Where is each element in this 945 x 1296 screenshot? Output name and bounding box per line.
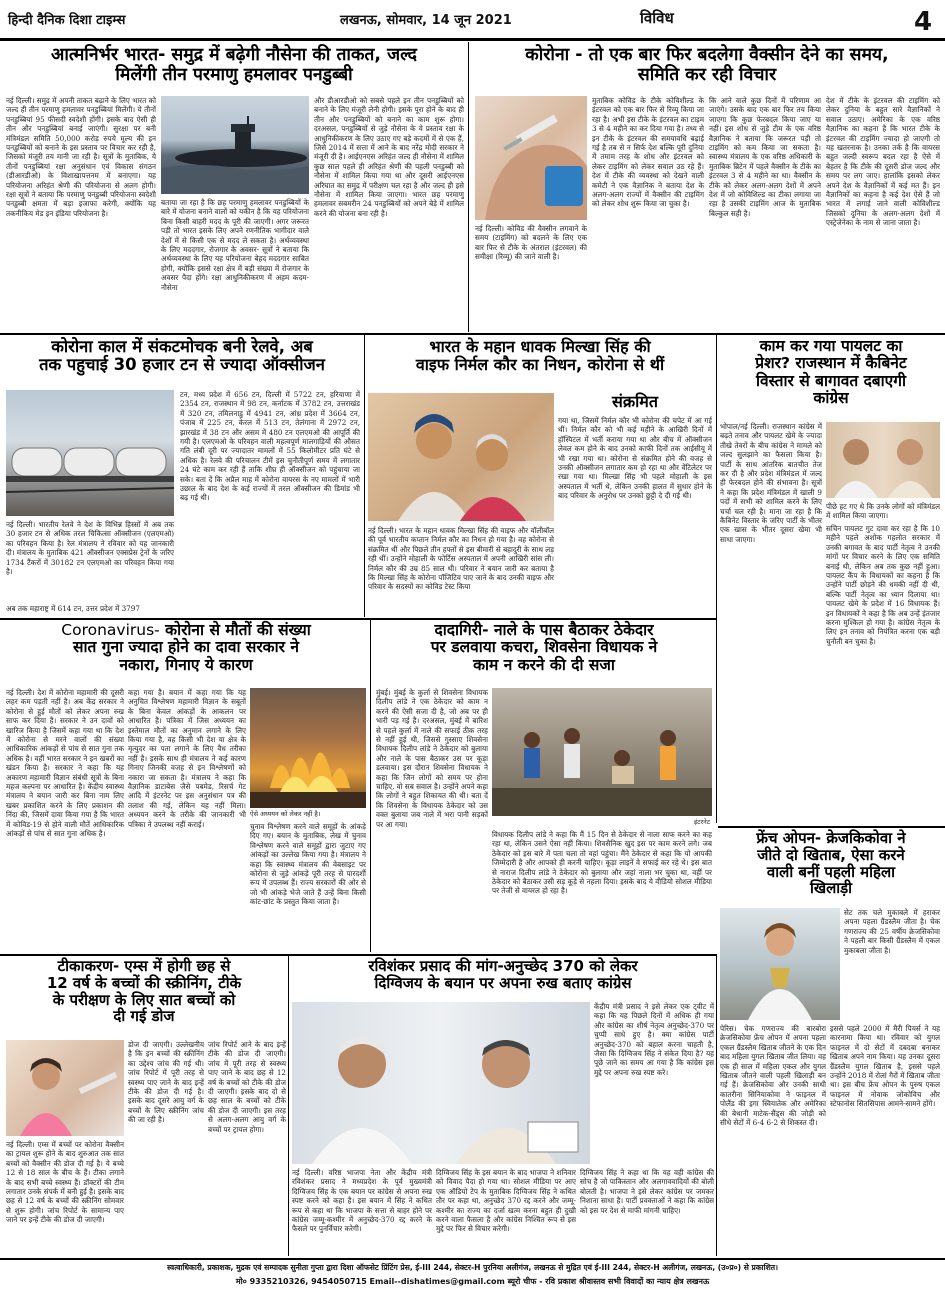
trophy-player-icon (720, 908, 840, 1020)
railway-text: टन, मध्य प्रदेश में 656 टन, दिल्ली में 5722 टन, हरियाणा में 2354 टन, राजस्थान में 98 टन, कर्नाटक में 3782 टन, उत्तराखंड में 320 टन, तमिलनाडु में 4941 टन, आंध्र प्रदेश में 3664 टन, पंजाब में 225 टन, केरल में 513 टन, तेलंगाना में 2972 टन, झारखंड में 38 टन और असम में 480 टन एलएमओ की आपूर्ति की गयी है। एलएमओ के परिवहन वाली महत्वपूर्ण मालगाड़ियों की औसत गति लंबी दूरी पर ज्यादातर मामलों में 55 किलोमीटर प्रति घंटे से अधिक है। रेलवे की परिचालन टीमें इस चुनौतीपूर्ण समय में लगातार 24 घंटे काम कर रही हैं ताकि शीघ्र ही ऑक्सीजन को पहुंचाया जा सके। बता दें कि अप्रैल माह में कोरोना वायरस के नए मामलों में भारी उछाल के बाद देश के कई राज्यों में तरल ऑक्सीजन की डिमांड भी बढ़ गई थी। (180, 390, 360, 503)
railway-caption: नई दिल्ली। भारतीय रेलवे ने देश के विभिन्न हिस्सों में अब तक 30 हजार टन से अधिक तरल चिकित्सा ऑक्सीजन (एलएमओ) का परिवहन किया है। रेल मंत्रालय ने रविवार को यह जानकारी दी। मंत्रालय के मुताबिक 421 ऑक्सीजन एक्सप्रेस ट्रेनों के जरिए 1734 टैंकरों में 30182 टन एलएमओ का परिवहन किया गया है। (6, 520, 174, 577)
politicians-portrait-icon (826, 422, 940, 498)
navy-text-col-3: और डीआरडीओ को सबसे पहले इन तीन पनडुब्बियों को बनाने के लिए मंजूरी लेनी होगी। इसके पूरा होने के बाद ही तीन और पनडुब्बियों को बनाने का काम शुरू होगा। दरअसल, पनडुब्बियों से जुड़े नौसेना के ये प्रस्ताव रक्षा के आधुनिकीकरण के लिए उठाए गए बड़े कदमों में से एक हैं, जिसे 2014 में सत्ता में आने के बाद नरेंद्र मोदी सरकार ने मंजूरी दी है। आईएनएस अरिहंत जल्द ही नौसेना में शामिल कुछ साल पहले ही अरिहंत श्रेणी की पहली पनडुब्बी को नौसेना में शामिल किया गया था और दूसरी आईएनएस अरिघात का समुद्र में परीक्षण चल रहा है और जल्द ही इसे नौसेना में शामिल किया जाएगा। भारत छह परमाणु हमलावर सबमरीन 24 पनडुब्बियों को अपने बेड़े में शामिल करने की योजना बना रही है। (314, 96, 464, 218)
french-open-headline-line-4: खिलाड़ी (809, 879, 853, 898)
horizontal-rule-4 (0, 954, 716, 956)
vertical-rule-3 (716, 335, 717, 823)
submarine-photo (161, 96, 309, 194)
horizontal-rule-3 (718, 826, 945, 828)
pilot-headline-line-4: कांग्रेस (813, 389, 849, 408)
horizontal-rule-2 (0, 618, 716, 620)
pilot-headline-line-1: काम कर गया पायलट का (759, 337, 903, 355)
ravishankar-headline-line-1: रविशंकर प्रसाद की मांग-अनुच्छेद 370 को लेकर (368, 957, 638, 975)
paper-name: हिन्दी दैनिक दिशा टाइम्स (8, 13, 126, 28)
vaccination-trial-headline-line-3: के परीक्षण के लिए सात बच्चों को (52, 990, 236, 1009)
child-injection-icon (6, 1040, 124, 1136)
ravishankar-text-col-2: नई दिल्ली। वरिष्ठ भाजपा नेता और केंद्रीय मंत्री रविशंकर प्रसाद ने मध्यप्रदेश के पूर्व मुख्यमंत्री दिग्विजय सिंह के एक बयान पर कांग्रेस से अपना रुख स्पष्ट करने को कहा है। इस बयान में सिंह ने कथित रूप से कहा था कि भाजपा के सत्ता से बाहर होने पर कांग्रेस जम्मू-कश्मीर में अनुच्छेद-370 रद्द करने के फैसले पर पुनर्विचार करेगी। (292, 1168, 432, 1234)
child-vaccine-photo (6, 1040, 124, 1136)
vaccine-text-col-1: मुताबिक कोविड के टीके कोविशील्ड के इंटरवल को एक बार फिर से रिव्यू किया जा रहा है। अभी इस टीके के इंटरवल का टाइम 3 से 4 महीने का कर दिया गया है। तथ्य से इन टीके के इंटरवल की समयावधि बढ़ाई गई है तब से न सिर्फ देश बल्कि पूरी दुनिया में तमाम तरह के शोध और इंटरवल को लेकर टाइमिंग को लेकर सवाल उठ रहे हैं। देश में टीके की व्यवस्था को देखने वाली कमेटी ने एक वैज्ञानिक ने बताया देश के अलग-अलग राज्यों में वैक्सीन की टाइमिंग को लेकर शोध शुरू किया जा चुका है। (592, 96, 704, 209)
covid-deaths-headline-line-1 (4, 622, 368, 639)
covid-deaths-prefix: Coronavirus- (61, 621, 160, 639)
tanker-train-icon (6, 390, 174, 516)
shivsena-headline (374, 622, 714, 674)
navy-text-col-2: बताया जा रहा है कि छह परमाणु हमलावर पनडुब्बियों के बारे में योजना बनाने वालों को यकीन है कि यह परियोजना बिना किसी बाहरी मदद के पूरी की जाएगी। अगर जरूरत पड़ी तो भारत इसके लिए अपने रणनीतिक भागीदार वाले देशों में से किसी एक से मदद ले सकता है। अर्थव्यवस्था के लिए मददगार, रोजगार के अवसर- सूत्रों ने बताया कि अर्थव्यवस्था के लिए यह परियोजना बेहद मददगार साबित होगी, क्योंकि इससे रक्षा क्षेत्र में बड़ी संख्या में रोजगार के अवसर पैदा होंगे। रक्षा आधुनिकीकरण में अहम कदम- नौसेना (161, 198, 309, 292)
masthead-rule (0, 38, 945, 41)
french-open-text-col-2: पेरिस। चेक गणराज्य की बारबोरा क्रेजसिकोवा फ्रेंच ओपन में अपना पहला एकल ग्रैंडस्लैम खिताब जीतने के एक दिन बाद महिला युगल खिताब जीत लिया। वह एक ही साल में महिला एकल और युगल खिताब जीतने वाली पहली खिलाड़ी बन गई हैं। क्रेजसिकोवा और उनकी साथी कातरीना सिनियाकोवा ने फाइनल में पोलैंड की इगा स्वियातेक और अमेरिका की बेथानी माटेक-सैंड्स की जोड़ी को सीधे सेटों में 6-4 6-2 से शिकस्त दी। (720, 1024, 826, 1128)
footer-line-2: मो० 9335210326, 9454050715 Email--dishatimes@gmail.com ब्यूरो चीफ - रवि प्रकाश श्रीवास्तव सभी विवादों का न्याय क्षेत्र लखनऊ (235, 1277, 710, 1286)
french-open-headline-line-3: वाली बनीं पहली महिला (766, 862, 896, 881)
vaccination-trial-headline-line-1: टीकाकरण- एम्स में होगी छह से (57, 957, 231, 975)
pilot-text-col-1: भोपाल/नई दिल्ली। राजस्थान कांग्रेस में बढ़ते तनाव और पायलट खेमे के ज्यादा तीखे तेवरों के बीच कांग्रेस ने मामले को जल्द सुलझाने का फैसला किया है। पार्टी के साथ आंतरिक बातचीत तेज कर दी है और प्रदेश मंत्रिमंडल में जल्द ही फेरबदल होने की संभावना है। सूत्रों ने कहा कि प्रदेश मंत्रिमंडल में खाली 9 पदों में सभी को शामिल करने के लिए चर्चा चल रही है। माना जा रहा है कि कैबिनेट विस्तार के जरिए पार्टी के भीतर एक खास के भीतर दूसरा खेमा भी साधा जाएगा। (720, 422, 822, 544)
railway-headline-line-2: तक पहुचाई 30 हजार टन से ज्यादा ऑक्सीजन (39, 355, 325, 375)
vaccination-trial-headline (4, 958, 284, 1025)
vertical-rule-6 (716, 954, 717, 1256)
milkha-headline-line-3: संक्रमित (612, 392, 658, 411)
syringe-icon (475, 96, 587, 220)
vaccine-headline (474, 46, 940, 85)
navy-headline-line-1: आत्मनिर्भर भारत- समुद्र में बढ़ेगी नौसेना की ताकत, जल्द (51, 45, 417, 65)
navy-headline (4, 46, 464, 85)
railway-footer-line: अब तक महाराष्ट्र में 614 टन, उत्तर प्रदेश में 3797 (6, 604, 140, 613)
vaccination-trial-headline-line-2: 12 वर्ष के बच्चों की स्क्रीनिंग, टीके (46, 973, 242, 992)
vertical-rule-1 (468, 42, 469, 332)
horizontal-rule-1 (0, 333, 945, 335)
drain-photo (492, 688, 712, 816)
covid-deaths-headline (4, 622, 368, 674)
milkha-headline-line-2: वाइफ निर्मल कौर का निधन, कोरोना से थीं (415, 354, 665, 374)
vaccine-caption: नई दिल्ली। कोविड की वैक्सीन लगवाने के समय (टाइमिंग) को बदलने के लिए एक बार फिर से टीके के अंतराल (इंटरवल) की समीक्षा (रिव्यू) की जाने वाली है। (475, 224, 587, 262)
vertical-rule-2 (364, 335, 365, 617)
covid-deaths-headline-line-3: नकारा, गिनाए ये कारण (119, 655, 253, 674)
covid-deaths-title: कोरोना से मौतों की संख्या (159, 621, 311, 639)
french-open-headline-line-2: जीते दो खिताब, ऐसा करने (757, 845, 905, 864)
navy-text-col-1: नई दिल्ली। समुद्र में अपनी ताकत बढ़ाने के लिए भारत को जल्द ही तीन परमाणु हमलावर पनडुब्बियां मिलेंगी। ये तीनों पनडुब्बियां 95 फीसदी स्वदेशी होंगी। इसके बाद ऐसी ही तीन और पनडुब्बियां बनाई जाएंगी। सुरक्षा पर बनी मंत्रिमंडल समिति 50,000 करोड़ रुपये मूल्य की इन पनडुब्बियों को बनाने के इस प्रस्ताव पर विचार कर रही है, जिसको मंजूरी तय मानी जा रही है। सूत्रों के मुताबिक, ये तीनों पनडुब्बियां रक्षा अनुसंधान एवं विकास संगठन (डीआरडीओ) के विशाखापत्तनम में बनाएगा। यह परियोजना अरिहंत श्रेणी की परियोजना से अलग होगी। रक्षा सूत्रों ने बताया कि परमाणु पनडुब्बी परियोजना स्वदेशी पनडुब्बी क्षमता में बड़ा इजाफा करेगी, क्योंकि यह तकनीकिय मेड इन इंडिया परियोजना है। (6, 96, 156, 218)
milkha-text-col-2: नई दिल्ली। भारत के महान धावक मिल्खा सिंह की वाइफ और वॉलीबॉल की पूर्व भारतीय कप्तान निर्मल कौर का निधन हो गया है। वह कोरोना से संक्रमित थीं और पिछले तीन हफ्तों से इस बीमारी से बहादुरी के साथ लड़ रही थीं। उन्होंने मोहाली के फोर्टिस अस्पताल में अपनी आखिरी सांस ली। निर्मल कौर की उम्र 85 साल थी। परिवार ने बयान जारी कर बताया है कि मिल्खा सिंह के कोरोना पॉजिटिव पाए जाने के बाद उनकी वाइफ और परिवार के सदस्यों का कोविड टेस्ट किया (368, 526, 554, 592)
covid-deaths-text-col-2: कहा गया है। बयान में कहा गया कि यह अनुचित विश्लेषण महामारी विज्ञान के सबूतों के बिना केवल आंकड़ों के आकलन पर आधारित है। पत्रिका में जिस अध्ययन का इस्तेमाल मौतों का अनुमान लगाने के लिए किया गया है, वह किसी भी देश या क्षेत्र के मृत्युदर का पता लगाने के लिए वैध तरीका नहीं है। इसके साथ ही मंत्रालय ने कई कारण गिनाए जिनकी वजह से इन विश्लेषणों को नकारा जा सकता है। मंत्रालय ने कहा कि वैज्ञानिक डाटाबेस जैसे पबमेड, रिसर्च गेट आदि में इंटरनेट पर इस अनुसंधान पत्र की तलाश की गई, लेकिन यह नहीं मिला। अध्ययन करने के तरीके की जानकारी भी पत्रिका ने उपलब्ध नहीं कराई। (128, 688, 246, 829)
shivsena-headline-line-2: पर डलवाया कचरा, शिवसेना विधायक ने (430, 638, 658, 657)
footer-rule (0, 1258, 945, 1260)
vaccine-photo (475, 96, 587, 220)
ravishankar-text-col-3: दिग्विजय सिंह के इस बयान के बाद भाजपा ने शनिवार को विवाद पैदा हो गया था। सोशल मीडिया पर आए एक ऑडियो टेप के मुताबिक दिग्विजय सिंह ने कथित तौर पर कहा था, अनुच्छेद 370 रद्द करने और जम्मू-कश्मीर का राज्य का दर्जा खत्म करना बहुत ही दुखी करने वाला फैसला है और कांग्रेस निश्चित रूप से इस मुद्दे पर फिर से विचार करेगी। (436, 1168, 576, 1234)
pilot-caption: पीछे हट गए थे कि उनके लोगों को मंत्रिमंडल में शामिल किया जाएगा। (826, 502, 940, 521)
milkha-couple-photo (368, 393, 554, 521)
section-label: विविध (640, 9, 674, 27)
pyre-fire-icon (250, 688, 366, 808)
railway-headline-line-1: कोरोना काल में संकटमोचक बनी रेलवे, अब (51, 337, 313, 356)
crowd-scene-icon (492, 688, 712, 816)
vaccine-text-col-3: देश में टीके के इंटरवल की टाइमिंग को लेकर दुनिया के बहुत सारे वैज्ञानिकों ने सवाल उठाए। अमेरिका के एक वरिष्ठ वैज्ञानिक का कहना है कि भारत टीके के इंटरवल की टाइमिंग ज्यादा हो जाएगी तो यह खतरनाक है। उनका तर्क है कि वायरस बहुत जल्दी स्वरूप बदल रहा है ऐसे में बेहतर है कि टीके की दूसरी डोज जल्द और समय पर लग जाए। हालांकि इसको लेकर अपने देश के वैज्ञानिकों में कई मत हैं। इन वैज्ञानिकों का कहना है कई देश ऐसे हैं जो भारत में लगाई जाने वाली कोविशील्ड जिसको दुनिया के अलग-अलग देशों में एस्ट्रेजेनेका के नाम से जाना जाता है। (826, 96, 940, 228)
gehlot-pilot-photo (826, 422, 940, 498)
shivsena-text-col-1: मुंबई। मुंबई के कुर्ला से शिवसेना विधायक दिलीप लांडे ने एक ठेकेदार को काम न करने की ऐसी सजा दी है, जो अब पर ही भारी पड़ गई है। दरअसल, मुंबई में बारिश से पहले कुर्ला में नाले की सफाई ठीक तरह से नहीं हुई थी, जिससे गुस्साए शिवसेना विधायक दिलीप लांडे ने ठेकेदार को बुलाया और नाले के पास बैठाकर उस पर कूड़ा डलवाया। इस दौरान शिवसेना विधायक ने कहा कि जिन लोगों को समय पर होना चाहिए, वो सब सवाल है। उन्होंने अपने कहा कि लोगों ने बहुत शिकायत की थी। बता दें कि शिवसेना के विधायक ठेकेदार को उस वक्त बुलाया जब नाले में भरा पानी सड़कों पर आ गया। (376, 688, 488, 829)
ravishankar-text-col-4: दिग्विजय सिंह ने कहा था कि यह वही कांग्रेस की सोच है जो पाकिस्तान और अलगाववादियों की बोली बोलती है। भाजपा ने इसे लेकर कांग्रेस पर जमकर निशाना साधा है। पार्टी प्रवक्ताओं ने कहा कि कांग्रेस को इस पर देश से माफी मांगनी चाहिए। (580, 1168, 714, 1215)
vaccination-trial-headline-line-4: दी गई डोज (113, 1007, 175, 1026)
dateline: लखनऊ, सोमवार, 14 जून 2021 (340, 13, 512, 28)
ravishankar-headline (292, 958, 714, 992)
vertical-rule-5 (288, 956, 289, 1256)
covid-deaths-text-col-1: नई दिल्ली। देश में कोरोना महामारी की दूसरी लहर कम पड़ती नहीं है। अब केंद्र सरकार ने कोरोना से हुई मौतों को लेकर अपना रुख साफ कर दिया है। सरकार ने उन दावों को खारिज किया है जिसमें कहा गया था कि देश में कोरोना से मरने वालों की संख्या आधिकारिक आंकड़ों से पांच से सात गुना तक अधिक है। वहीं भारत सरकार ने इन खबरों का खंडन किया है। सरकार ने कहा कि यह अकारण महामारी विज्ञान संबंधी सूत्रों के बिना महज कल्पना पर आधारित है। केंद्रीय स्वास्थ्य मंत्रालय ने बयान जारी कर बिना नाम लिए खबर प्रकाशित करने के लिए प्रकाशन की निंदा की, जिसमें दावा किया गया है कि भारत में कोविड-19 से होने वाली मौतें आधिकारिक आंकड़ों से पांच से सात गुना अधिक है। (6, 688, 124, 839)
vaccine-text-col-2: कि आने वाले कुछ दिनों में परिणाम आ जाएंगे। उसके बाद एक बार फिर तय किया जाएगा कि कुछ फेरबदल किया जाए या नहीं। इस शोध से जुड़े टीम के एक वरिष्ठ वैज्ञानिक ने बताया कि जरूरत पड़ी तो टाइमिंग को कम किया जा सकता है। स्वास्थ्य मंत्रालय के एक वरिष्ठ अधिकारी के मुताबिक ब्रिटेन में पहले वैक्सीन के टीके का इंटरवल 3 से 4 महीने का था। वैक्सीन के टीके को लेकर अलग-अलग देशों में अपने देश में जो कोविशिल्ड का टीका लगाया जा रहा है उसकी टाइमिंग आज के मुताबिक बिल्कुल सही है। (709, 96, 821, 218)
vaccine-headline-line-2: समिति कर रही विचार (637, 64, 777, 85)
couple-portrait-icon (368, 393, 554, 521)
cremation-photo (250, 688, 366, 808)
submarine-icon (161, 96, 309, 194)
vaccination-trial-text-col-2: नई दिल्ली। एम्स में बच्चों पर कोरोना वैक्सीन का ट्रायल शुरू होने के बाद शुरुआत तक सात बच्चों को वैक्सीन की डोज दी गई है। ये बच्चे 12 से 18 साल के बीच के हैं। टीका लगाने के बाद सभी बच्चे स्वस्थ्य हैं। डॉक्टरों की टीम लगातार उनके संपर्क में बनी हुई है। इसके बाद छह से 12 वर्ष के बच्चों की स्क्रीनिंग सोमवार से शुरू होगी। जांच रिपोर्ट के सामान्य पाए जाने पर इन्हें टीके की डोज दी जाएगी। (6, 1140, 124, 1225)
drain-photo-credit: इंटरनेट (693, 818, 710, 826)
covid-deaths-headline-line-2: सात गुना ज्यादा होने का दावा सरकार ने (73, 638, 299, 657)
pilot-headline-line-3: विस्तार से बागावत दबाएगी (756, 371, 906, 390)
covid-deaths-text-col-3: चुनाव विश्लेषण करने वाले समूहों के आंकड़े दिए गए। बयान के मुताबिक, लेख में चुनाव विश्लेषण करने वाले समूहों द्वारा जुटाए गए आंकड़ों का उल्लेख किया गया है। मंत्रालय ने कहा कि स्वास्थ्य मंत्रालय की वेबसाइट पर कोरोना से जुड़े आंकड़े पूरी तरह से पारदर्शी रूप में उपलब्ध हैं। राज्य सरकारों की ओर से जो भी आंकड़े भेजे जाते हैं उन्हें बिना किसी कांट-छांट के प्रस्तुत किया जाता है। (250, 822, 366, 907)
digvijay-ravishankar-photo (292, 1002, 590, 1164)
milkha-headline (368, 338, 712, 374)
ravishankar-headline-line-2: दिग्विजय के बयान पर अपना रुख बताए कांग्रेस (374, 973, 632, 992)
politicians-icon (292, 1002, 590, 1164)
shivsena-text-col-2: विधायक दिलीप लांडे ने कहा कि मैं 15 दिन से ठेकेदार से नाला साफ करने का कह रहा था, लेकिन उसने ऐसा नहीं किया। शिवसैनिक खुद इस पर काम करने लगे। जब ठेकेदार को इस बारे में पता चला तो वहां पहुंचा। मैंने ठेकेदार से कहा कि यो आपकी जिम्मेदारी है और आपको ही करनी चाहिए। कूड़ा लाइनें वे सफाई कर रहे थे। इस बात से नाराज दिलीप लांडे ने ठेकेदार को बुलाया और जहां नाला भर चुका था, वहीं पर ठेकेदार को बैठाकर उसी सड़ कूड़े से नहला दिया। इसके बाद ये वीडियो सोशल मीडिया पर तेजी से वायरल हो रहा है। (492, 830, 712, 896)
french-open-headline (720, 830, 942, 897)
vaccine-headline-line-1: कोरोना - तो एक बार फिर बदलेगा वैक्सीन देने का समय, (525, 45, 889, 65)
page-number: 4 (913, 7, 933, 37)
krejcikova-photo (720, 908, 840, 1020)
footer-line-1: स्वत्वाधिकारी, प्रकाशक, मुद्रक एवं सम्पादक सुनीता गुप्ता द्वारा दिशा ऑफसेट प्रिंटिंग प्रेस, ई-III 244, सेक्टर-H पुरनिया अलीगंज, लखनऊ से मुद्रित एवं ई-III 244, सेक्टर-H अलीगंज, लखनऊ, (उ०प्र०) से प्रकाशित। (167, 1263, 778, 1272)
vertical-rule-4 (370, 620, 371, 952)
vaccination-trial-text-col-1: डोज दी जाएगी। उल्लेखनीय है कि इन बच्चों की स्क्रीनिंग का उद्देश्य जांच की गई थी। जांच रिपोर्ट में पूरी तरह से स्वस्थ्य पाए जाने के बाद इन्हें टीके की डोज दी गई है। इसके बाद दूसरे आयु वर्ग के बच्चों के लिए स्क्रीनिंग जांच की जा रही है। (128, 1040, 204, 1125)
french-open-text-col-1: सेट तक चले मुकाबले में हराकर अपना पहला ग्रैंडस्लैम जीता है। चेक गणराज्य की 25 वर्षीय क्रेजसिकोवा ने पहली बार किसी ग्रैंडस्लैम में एकल मुकाबला जीता है। (844, 908, 940, 955)
pilot-headline-line-2: प्रेशर? राजस्थान में कैबिनेट (755, 354, 907, 373)
footer (0, 1261, 945, 1296)
french-open-headline-line-1: फ्रेंच ओपन- क्रेजकिकोवा ने (756, 829, 906, 847)
milkha-text-col-1: गया था, जिसमें निर्मल कौर भी कोरोना की चपेट में आ गई थीं। निर्मल कौर को भी कई महीने के आखिरी दिनों में हॉस्पिटल में भर्ती कराया गया था और बीच में ऑक्सीजन लेवल कम होने के बाद उनको काफी दिनों तक आईसीयू में भी रखा गया था। कोरोना से संक्रमित होने की वजह से उनकी ऑक्सीजन लगातार कम हो रहा था और वेंटिलेटर पर रखा गया था। मिल्खा सिंह भी पहले मोहाली के इस अस्पताल में भर्ती थे, लेकिन उनकी हालत में सुधार होने के बाद परिवार के अनुरोध पर उनको छुट्टी दे दी गई थी। (558, 416, 712, 501)
shivsena-headline-line-1: दादागिरी- नाले के पास बैठाकर ठेकेदार (434, 621, 654, 639)
milkha-headline-line-1: भारत के महान धावक मिल्खा सिंह की (429, 337, 651, 356)
railway-headline (4, 338, 360, 375)
pilot-headline (720, 338, 942, 407)
vaccination-trial-text-col-3: जांच रिपोर्ट आने के बाद इन्हें टीके की डोज दी जाएगी। जांच में पूरी तरह से स्वस्थ्य पाए जाने के बाद छह से 12 वर्ष के बच्चों को टीके की डोज दी जाएगी। इसके बाद दो से छह साल के बच्चों को टीके की डोज दी जाएगी। इस तरह से अलग-अलग आयु वर्ग के बच्चों पर ट्रायल होगा। (208, 1040, 286, 1134)
masthead (0, 0, 945, 40)
cremation-caption: ऐसे अध्ययन को लेकर नहीं है। (250, 810, 321, 818)
shivsena-headline-line-3: काम न करने की दी सजा (473, 655, 615, 674)
navy-headline-line-2: मिलेंगी तीन परमाणु हमलावर पनडुब्बी (115, 64, 353, 85)
pilot-text-col-2: सचिन पायलट गुट दावा कर रहा है कि 10 महीने पहले अशोक गहलोत सरकार में उनकी बगावत के बाद पार्टी नेतृत्व ने उनकी मांगों पर विचार करने के लिए एक समिति बनाई थी, लेकिन अब तक कुछ नहीं हुआ। पायलट कैंप के विधायकों का कहना है कि उन्होंने पार्टी छोड़ने की धमकी नहीं दी थी, बल्कि पार्टी नेतृत्व का ध्यान दिलाया था। पायलट खेमे के प्रदेश में 16 विधायक हैं। इन विधायकों ने कहा है कि अब उन्हें इंतजार करना मुश्किल हो गया है। कांग्रेस नेतृत्व के लिए इन तनाव को नियंत्रित करना एक बड़ी चुनौती बन चुका है। (826, 524, 940, 646)
ravishankar-text-col-1: केंद्रीय मंत्री प्रसाद ने इसे लेकर एक ट्वीट में कहा कि यह पिछले दिनों में अधिक ही गया और कांग्रेस का शीर्ष नेतृत्व अनुच्छेद-370 पर चुप्पी साधे हुए है। क्या कांग्रेस पार्टी अनुच्छेद-370 को बहाल करना चाहती है, जैसा कि दिग्विजय सिंह ने संकेत दिया है? यह पूछे जाने का समय आ गया है कि कांग्रेस इस मुद्दे पर अपना रुख स्पष्ट करे। (594, 1002, 714, 1077)
french-open-text-col-3: इससे पहले 2000 में मैरी पियर्स ने यह कारनामा किया था। रविवार को युगल फाइनल में दो सेटों में दबदबा बनाकर खिताब अपने नाम किया। यह उनका दूसरा ग्रैंडस्लैम युगल खिताब है, इससे पहले उन्होंने 2018 में रोलां गैरों में खिताब जीता था। इस बीच फ्रेंच ओपन के पुरुष एकल फाइनल में नोवाक जोकोविच और स्टेफानोस सितसिपास आमने-सामने होंगे। (830, 1024, 940, 1109)
oxygen-train-photo (6, 390, 174, 516)
